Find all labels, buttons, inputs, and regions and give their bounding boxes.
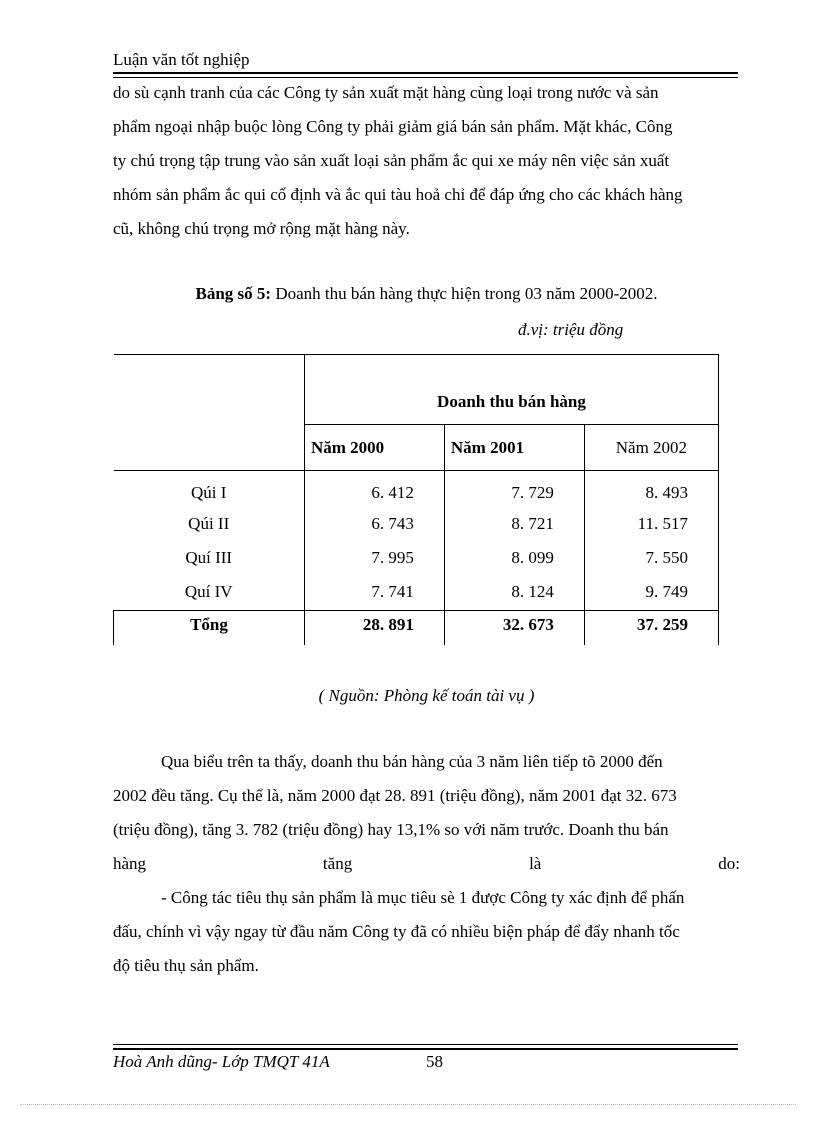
value-cell: 8. 124 [444, 575, 584, 611]
value-cell: 6. 743 [304, 507, 444, 541]
text-line: 2002 đều tăng. Cụ thể là, năm 2000 đạt 28. 891 (triệu đồng), năm 2001 đạt 32. 673 [113, 786, 677, 805]
year-header-2002: Năm 2002 [584, 425, 718, 471]
row-label: Quí III [114, 541, 305, 575]
total-value: 28. 891 [304, 611, 444, 645]
bullet-line: - Công tác tiêu thụ sản phẩm là mục tiêu sè 1 được Công ty xác định để phấn [161, 888, 685, 907]
value-cell: 7. 550 [584, 541, 718, 575]
text-line: Qua biểu trên ta thấy, doanh thu bán hàng của 3 năm liên tiếp tõ 2000 đến [161, 752, 663, 771]
text-line: đấu, chính vì vậy ngay từ đầu năm Công ty đã có nhiều biện pháp để đẩy nhanh tốc [113, 922, 680, 941]
spread-word: do: [718, 854, 740, 873]
table-row [114, 471, 719, 507]
value-cell: 8. 721 [444, 507, 584, 541]
row-label: Qúi II [114, 507, 305, 541]
table-title: Doanh thu bán hàng thực hiện trong 03 năm 2000-2002. [271, 284, 658, 303]
table-caption [113, 284, 740, 304]
value-cell: 7. 995 [304, 541, 444, 575]
unit-note: đ.vị: triệu đồng [518, 320, 624, 339]
row-label: Quí IV [114, 575, 305, 611]
analysis-paragraph [113, 745, 740, 983]
total-label: Tổng [114, 611, 305, 645]
value-cell: 6. 412 [304, 471, 444, 507]
total-value: 32. 673 [444, 611, 584, 645]
text-line: độ tiêu thụ sản phẩm. [113, 956, 259, 975]
table-number: Bảng số 5: [195, 284, 272, 303]
page-edge-dots [20, 1104, 796, 1105]
value-cell: 8. 099 [444, 541, 584, 575]
text-line: nhóm sản phẩm ắc qui cố định và ắc qui tàu hoả chỉ để đáp ứng cho các khách hàng [113, 185, 683, 204]
text-line: (triệu đồng), tăng 3. 782 (triệu đồng) hay 13,1% so với năm trước. Doanh thu bán [113, 820, 669, 839]
text-line: cũ, không chú trọng mở rộng mặt hàng này. [113, 219, 410, 238]
spread-word: là [529, 854, 542, 873]
value-cell: 9. 749 [584, 575, 718, 611]
group-header-cell: Doanh thu bán hàng [304, 355, 718, 425]
spread-word: tăng [322, 854, 353, 873]
spread-line [113, 847, 740, 881]
footer-rule [113, 1048, 738, 1050]
table-row [114, 507, 719, 541]
running-header: Luận văn tốt nghiệp [113, 50, 250, 69]
row-label: Qúi I [114, 471, 305, 507]
table-row [114, 541, 719, 575]
value-cell: 7. 729 [444, 471, 584, 507]
empty-corner-cell [114, 355, 305, 471]
spread-word: hàng [113, 854, 147, 873]
header-rule [113, 72, 738, 74]
intro-paragraph [113, 76, 740, 246]
revenue-table [113, 354, 719, 645]
total-row [114, 611, 719, 645]
year-header-2001: Năm 2001 [444, 425, 584, 471]
table-header-row [114, 355, 719, 425]
table-row [114, 575, 719, 611]
footer-author: Hoà Anh dũng- Lớp TMQT 41A [113, 1052, 330, 1071]
value-cell: 11. 517 [584, 507, 718, 541]
value-cell: 8. 493 [584, 471, 718, 507]
text-line: ty chú trọng tập trung vào sản xuất loại sản phẩm ắc qui xe máy nên việc sản xuất [113, 151, 670, 170]
value-cell: 7. 741 [304, 575, 444, 611]
page-number: 58 [426, 1052, 443, 1071]
total-value: 37. 259 [584, 611, 718, 645]
text-line: do sù cạnh tranh của các Công ty sản xuất mặt hàng cùng loại trong nước và sản [113, 83, 659, 102]
year-header-2000: Năm 2000 [304, 425, 444, 471]
source-note: ( Nguồn: Phòng kế toán tài vụ ) [318, 686, 535, 705]
text-line: phẩm ngoại nhập buộc lòng Công ty phải giảm giá bán sản phẩm. Mặt khác, Công [113, 117, 673, 136]
footer-rule-thin [113, 1044, 738, 1045]
